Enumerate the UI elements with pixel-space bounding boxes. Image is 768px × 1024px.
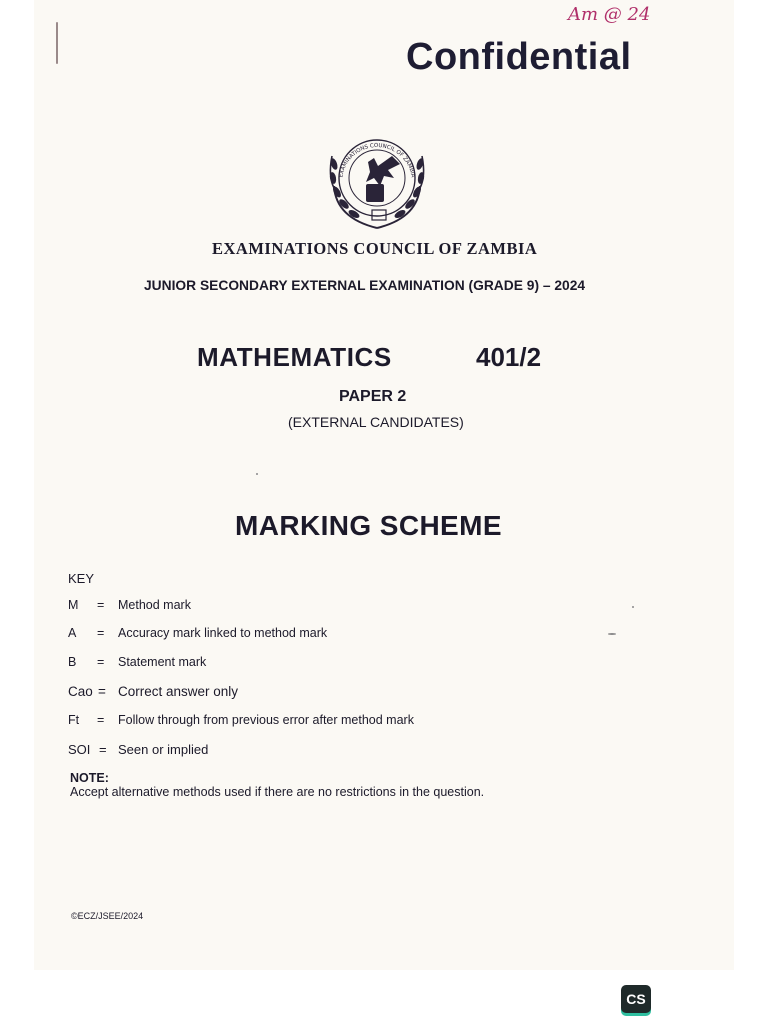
camscanner-icon: CS (621, 985, 651, 1013)
note-text: Accept alternative methods used if there are no restrictions in the question. (70, 785, 485, 799)
exam-title: JUNIOR SECONDARY EXTERNAL EXAMINATION (GRADE 9) – 2024 (144, 278, 586, 293)
seal-text: EXAMINATIONS COUNCIL OF ZAMBIA (338, 142, 416, 178)
key-equals: = (97, 655, 105, 669)
subject-code: 401/2 (476, 342, 542, 372)
key-equals: = (97, 598, 105, 612)
key-abbr: Ft (68, 713, 80, 727)
handwritten-note: Am @ 24 (568, 4, 651, 25)
document-title: MARKING SCHEME (235, 510, 502, 541)
scan-mark (56, 22, 58, 64)
paper-number: PAPER 2 (339, 388, 407, 405)
subject-name: MATHEMATICS (197, 342, 392, 372)
key-equals: = (97, 626, 105, 640)
key-description: Accuracy mark linked to method mark (118, 626, 328, 640)
scan-mark (632, 606, 634, 608)
note-heading: NOTE: (70, 771, 109, 785)
key-equals: = (98, 684, 106, 699)
key-abbr: B (68, 655, 77, 669)
key-abbr: A (68, 626, 77, 640)
ecz-seal-icon (322, 126, 432, 234)
scan-mark (256, 473, 258, 475)
scan-mark (608, 633, 616, 635)
key-equals: = (99, 742, 107, 757)
key-description: Method mark (118, 598, 191, 612)
confidential-label: Confidential (406, 36, 632, 78)
key-equals: = (97, 713, 105, 727)
key-description: Seen or implied (118, 742, 209, 757)
copyright-footer: ©ECZ/JSEE/2024 (71, 911, 144, 921)
key-abbr: M (68, 598, 79, 612)
key-heading: KEY (68, 571, 95, 586)
key-description: Follow through from previous error after method mark (118, 713, 414, 727)
institution-name: EXAMINATIONS COUNCIL OF ZAMBIA (212, 239, 538, 258)
key-abbr: SOI (68, 742, 91, 757)
key-description: Statement mark (118, 655, 207, 669)
key-description: Correct answer only (118, 684, 239, 699)
candidate-type: (EXTERNAL CANDIDATES) (288, 414, 464, 430)
key-abbr: Cao (68, 684, 93, 699)
